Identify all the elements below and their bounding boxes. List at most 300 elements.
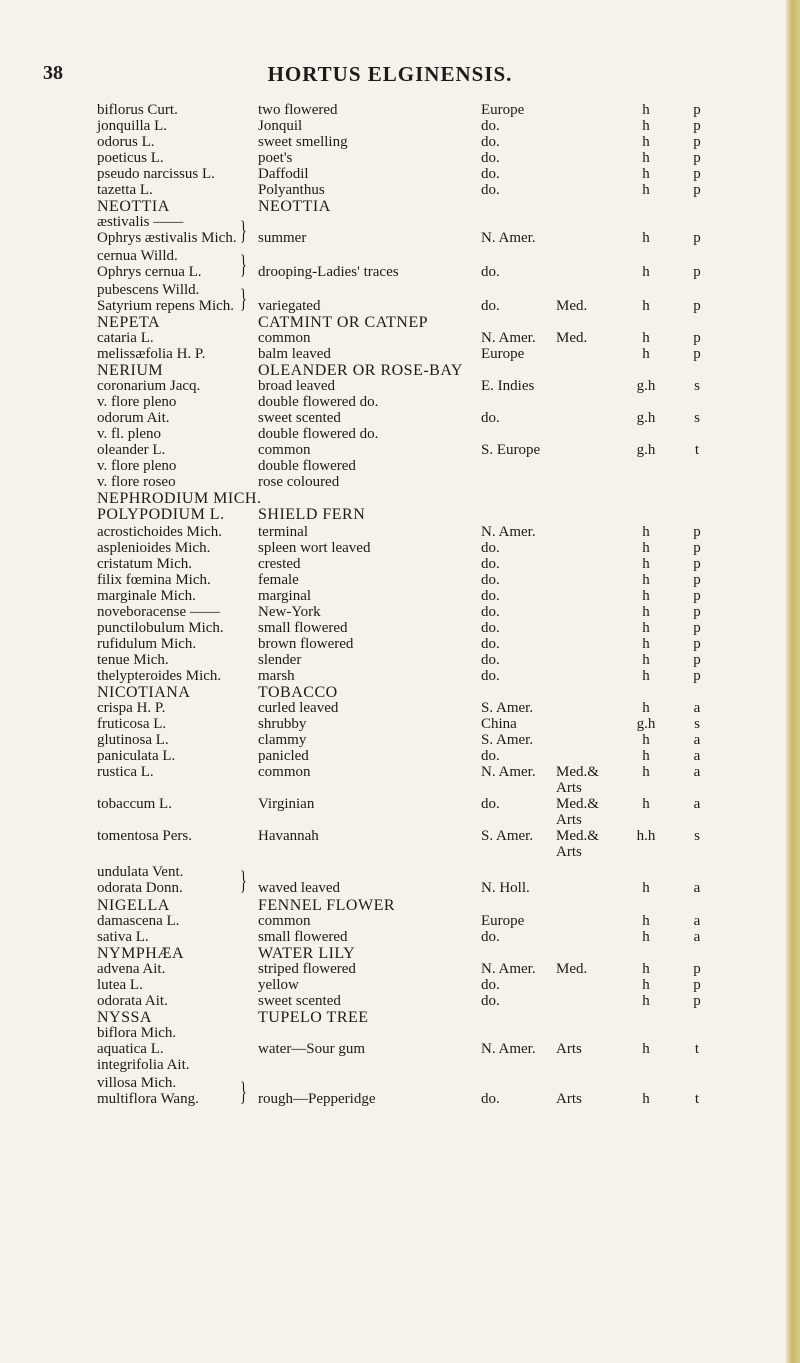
duration-code: p [693,264,701,280]
species-name: odorus L. [97,134,155,150]
species-name: fruticosa L. [97,716,167,732]
common-name: sweet smelling [258,134,348,150]
uses: Arts [556,1091,582,1107]
common-name: SHIELD FERN [258,506,366,523]
duration-code: a [693,929,701,945]
uses: Arts [556,780,582,796]
species-row [0,426,780,443]
common-name: Virginian [258,796,315,812]
species-name: acrostichoides Mich. [97,524,222,540]
species-name: oleander L. [97,442,166,458]
species-name: odorum Ait. [97,410,170,426]
species-row [0,748,780,765]
habitat-code: g.h [636,716,656,732]
genus-row [0,1009,780,1026]
duration-code: p [693,636,701,652]
duration-code: p [693,668,701,684]
brace-mark: } [240,216,247,245]
species-name: cataria L. [97,330,154,346]
uses: Med.& [556,796,599,812]
duration-code: p [693,993,701,1009]
species-name: v. flore pleno [97,394,177,410]
species-name: sativa L. [97,929,149,945]
species-row [0,620,780,637]
habitat-code: h [642,993,650,1009]
duration-code: p [693,118,701,134]
common-name: common [258,764,311,780]
species-name: lutea L. [97,977,143,993]
duration-code: p [693,166,701,182]
species-name: NYSSA [97,1009,152,1026]
uses: Med. [556,298,588,314]
genus-row [0,945,780,962]
species-name: æstivalis —— [97,214,184,230]
common-name: double flowered [258,458,356,474]
native-region: do. [481,572,500,588]
common-name: sweet scented [258,993,341,1009]
duration-code: p [693,961,701,977]
habitat-code: h [642,264,650,280]
uses: Arts [556,844,582,860]
native-region: S. Europe [481,442,541,458]
native-region: do. [481,410,500,426]
species-row [0,346,780,363]
common-name: slender [258,652,302,668]
species-name: NEPETA [97,314,161,331]
species-name: paniculata L. [97,748,176,764]
species-name: Ophrys cernua L. [97,264,202,280]
native-region: N. Amer. [481,961,536,977]
native-region: do. [481,134,500,150]
habitat-code: h [642,636,650,652]
species-name: advena Ait. [97,961,166,977]
common-name: water—Sour gum [258,1041,366,1057]
habitat-code: h [642,134,650,150]
habitat-code: g.h [636,410,656,426]
species-row [0,556,780,573]
habitat-code: h [642,748,650,764]
common-name: marginal [258,588,312,604]
habitat-code: g.h [636,378,656,394]
common-name: sweet scented [258,410,341,426]
species-row [0,700,780,717]
species-row [0,572,780,589]
common-name: rough—Pepperidge [258,1091,376,1107]
common-name: brown flowered [258,636,354,652]
habitat-code: g.h [636,442,656,458]
common-name: NEOTTIA [258,198,331,215]
native-region: do. [481,652,500,668]
duration-code: p [693,620,701,636]
common-name: poet's [258,150,293,166]
habitat-code: h [642,913,650,929]
habitat-code: h [642,764,650,780]
native-region: N. Amer. [481,524,536,540]
habitat-code: h [642,182,650,198]
duration-code: p [693,572,701,588]
duration-code: p [693,556,701,572]
species-row [0,812,780,829]
species-row [0,864,780,881]
common-name: FENNEL FLOWER [258,897,396,914]
species-row [0,636,780,653]
duration-code: a [693,748,701,764]
species-name: poeticus L. [97,150,164,166]
species-row [0,150,780,167]
common-name: summer [258,230,307,246]
species-row [0,118,780,135]
species-name: odorata Donn. [97,880,183,896]
brace-mark: } [240,1077,247,1106]
brace-mark: } [240,250,247,279]
species-name: tenue Mich. [97,652,169,668]
species-row [0,248,780,265]
native-region: do. [481,977,500,993]
species-name: melissæfolia H. P. [97,346,206,362]
genus-row [0,314,780,331]
species-name: thelypteroides Mich. [97,668,222,684]
native-region: N. Amer. [481,230,536,246]
native-region: do. [481,588,500,604]
species-row [0,929,780,946]
species-name: tobaccum L. [97,796,172,812]
native-region: Europe [481,346,525,362]
species-name: odorata Ait. [97,993,168,1009]
habitat-code: h [642,330,650,346]
species-row [0,378,780,395]
species-name: Satyrium repens Mich. [97,298,235,314]
native-region: do. [481,264,500,280]
common-name: shrubby [258,716,307,732]
native-region: do. [481,182,500,198]
native-region: do. [481,748,500,764]
species-row [0,764,780,781]
native-region: N. Amer. [481,1041,536,1057]
habitat-code: h [642,1091,650,1107]
native-region: S. Amer. [481,732,534,748]
common-name: marsh [258,668,295,684]
habitat-code: h [642,346,650,362]
common-name: common [258,330,311,346]
common-name: panicled [258,748,309,764]
species-row [0,282,780,299]
species-name: jonquilla L. [97,118,167,134]
species-row [0,214,780,231]
native-region: E. Indies [481,378,535,394]
duration-code: t [694,1091,700,1107]
species-name: cristatum Mich. [97,556,192,572]
duration-code: p [693,102,701,118]
genus-row [0,198,780,215]
species-name: NEPHRODIUM MICH. [97,490,262,507]
native-region: do. [481,620,500,636]
native-region: do. [481,298,500,314]
species-name: v. flore pleno [97,458,177,474]
native-region: N. Amer. [481,330,536,346]
uses: Med. [556,961,588,977]
common-name: balm leaved [258,346,331,362]
habitat-code: h [642,977,650,993]
uses: Med. [556,330,588,346]
species-name: Ophrys æstivalis Mich. [97,230,237,246]
habitat-code: h [642,880,650,896]
genus-row [0,684,780,701]
habitat-code: h [642,604,650,620]
genus-row [0,490,780,507]
genus-row [0,897,780,914]
habitat-code: h [642,796,650,812]
duration-code: s [694,716,700,732]
habitat-code: h [642,1041,650,1057]
common-name: TUPELO TREE [258,1009,369,1026]
species-row [0,330,780,347]
species-name: tazetta L. [97,182,153,198]
duration-code: a [693,796,701,812]
habitat-code: h [642,118,650,134]
common-name: variegated [258,298,321,314]
native-region: China [481,716,517,732]
species-row [0,604,780,621]
genus-row [0,362,780,379]
species-row [0,166,780,183]
native-region: do. [481,118,500,134]
species-row [0,442,780,459]
common-name: common [258,442,311,458]
species-name: multiflora Wang. [97,1091,199,1107]
species-name: NERIUM [97,362,164,379]
species-name: tomentosa Pers. [97,828,192,844]
species-row [0,913,780,930]
brace-mark: } [240,866,247,895]
species-name: biflora Mich. [97,1025,177,1041]
duration-code: a [693,700,701,716]
common-name: double flowered do. [258,394,379,410]
species-row [0,1075,780,1092]
duration-code: a [693,913,701,929]
duration-code: p [693,588,701,604]
duration-code: p [693,604,701,620]
species-name: glutinosa L. [97,732,169,748]
species-name: punctilobulum Mich. [97,620,224,636]
common-name: two flowered [258,102,338,118]
species-row [0,961,780,978]
habitat-code: h [642,298,650,314]
habitat-code: h [642,524,650,540]
species-row [0,394,780,411]
species-row [0,828,780,845]
habitat-code: h [642,540,650,556]
common-name: New-York [258,604,321,620]
native-region: do. [481,796,500,812]
species-name: NEOTTIA [97,198,170,215]
species-name: pubescens Willd. [97,282,200,298]
duration-code: p [693,330,701,346]
species-row [0,1057,780,1074]
common-name: crested [258,556,301,572]
native-region: do. [481,150,500,166]
species-row [0,216,780,247]
habitat-code: h [642,929,650,945]
habitat-code: h [642,230,650,246]
species-name: NYMPHÆA [97,945,185,962]
page-title: HORTUS ELGINENSIS. [267,62,513,86]
species-row [0,844,780,861]
common-name: small flowered [258,620,348,636]
common-name: striped flowered [258,961,356,977]
common-name: CATMINT OR CATNEP [258,314,428,331]
duration-code: a [693,880,701,896]
uses: Med.& [556,828,599,844]
common-name: curled leaved [258,700,339,716]
species-name: villosa Mich. [97,1075,177,1091]
page-edge [786,0,800,1363]
habitat-code: h [642,700,650,716]
habitat-code: h [642,556,650,572]
common-name: OLEANDER OR ROSE-BAY [258,362,463,379]
species-name: asplenioides Mich. [97,540,211,556]
duration-code: p [693,134,701,150]
common-name: common [258,913,311,929]
native-region: do. [481,668,500,684]
brace-mark: } [240,284,247,313]
common-name: yellow [258,977,299,993]
genus-row [0,506,780,523]
native-region: do. [481,993,500,1009]
common-name: terminal [258,524,308,540]
species-row [0,410,780,427]
habitat-code: h [642,668,650,684]
species-name: aquatica L. [97,1041,164,1057]
common-name: rose coloured [258,474,340,490]
common-name: female [258,572,299,588]
habitat-code: h.h [636,828,656,844]
common-name: Havannah [258,828,319,844]
common-name: small flowered [258,929,348,945]
common-name: broad leaved [258,378,336,394]
uses: Arts [556,812,582,828]
species-row [0,716,780,733]
duration-code: s [694,828,700,844]
duration-code: p [693,977,701,993]
species-name: NIGELLA [97,897,170,914]
duration-code: p [693,182,701,198]
habitat-code: h [642,588,650,604]
native-region: N. Holl. [481,880,530,896]
species-name: marginale Mich. [97,588,196,604]
species-row [0,458,780,475]
species-name: undulata Vent. [97,864,184,880]
duration-code: p [693,346,701,362]
species-row [0,780,780,797]
uses: Arts [556,1041,582,1057]
duration-code: p [693,230,701,246]
duration-code: a [693,764,701,780]
species-name: POLYPODIUM L. [97,506,225,523]
common-name: waved leaved [258,880,341,896]
species-row [0,134,780,151]
species-row [0,668,780,685]
uses: Med.& [556,764,599,780]
species-row [0,977,780,994]
species-name: damascena L. [97,913,180,929]
duration-code: p [693,540,701,556]
common-name: Jonquil [258,118,303,134]
species-name: coronarium Jacq. [97,378,201,394]
species-name: NICOTIANA [97,684,191,701]
species-row [0,732,780,749]
duration-code: p [693,150,701,166]
common-name: double flowered do. [258,426,379,442]
species-name: rustica L. [97,764,154,780]
native-region: do. [481,166,500,182]
common-name: spleen wort leaved [258,540,371,556]
species-row [0,474,780,491]
duration-code: t [694,1041,700,1057]
species-name: pseudo narcissus L. [97,166,215,182]
duration-code: p [693,524,701,540]
species-row [0,540,780,557]
native-region: N. Amer. [481,764,536,780]
species-row [0,993,780,1010]
page-header [0,62,780,90]
native-region: Europe [481,913,525,929]
species-name: noveboracense —— [97,604,220,620]
common-name: clammy [258,732,307,748]
duration-code: s [694,378,700,394]
native-region: do. [481,556,500,572]
native-region: do. [481,1091,500,1107]
habitat-code: h [642,620,650,636]
species-name: crispa H. P. [97,700,166,716]
species-row [0,1025,780,1042]
habitat-code: h [642,572,650,588]
species-name: filix fœmina Mich. [97,572,211,588]
habitat-code: h [642,166,650,182]
habitat-code: h [642,652,650,668]
species-row [0,588,780,605]
species-row [0,524,780,541]
species-name: v. flore roseo [97,474,176,490]
common-name: Polyanthus [258,182,325,198]
common-name: TOBACCO [258,684,338,701]
native-region: S. Amer. [481,700,534,716]
duration-code: p [693,652,701,668]
native-region: do. [481,540,500,556]
duration-code: p [693,298,701,314]
common-name: Daffodil [258,166,309,182]
species-name: integrifolia Ait. [97,1057,190,1073]
habitat-code: h [642,961,650,977]
native-region: Europe [481,102,525,118]
duration-code: a [693,732,701,748]
species-row [0,796,780,813]
native-region: do. [481,604,500,620]
native-region: S. Amer. [481,828,534,844]
duration-code: s [694,410,700,426]
species-row [0,652,780,669]
common-name: WATER LILY [258,945,356,962]
species-name: cernua Willd. [97,248,178,264]
habitat-code: h [642,732,650,748]
species-name: v. fl. pleno [97,426,162,442]
habitat-code: h [642,150,650,166]
native-region: do. [481,636,500,652]
duration-code: t [694,442,700,458]
species-name: biflorus Curt. [97,102,178,118]
species-name: rufidulum Mich. [97,636,197,652]
species-row [0,102,780,119]
page-number: 38 [43,62,63,84]
